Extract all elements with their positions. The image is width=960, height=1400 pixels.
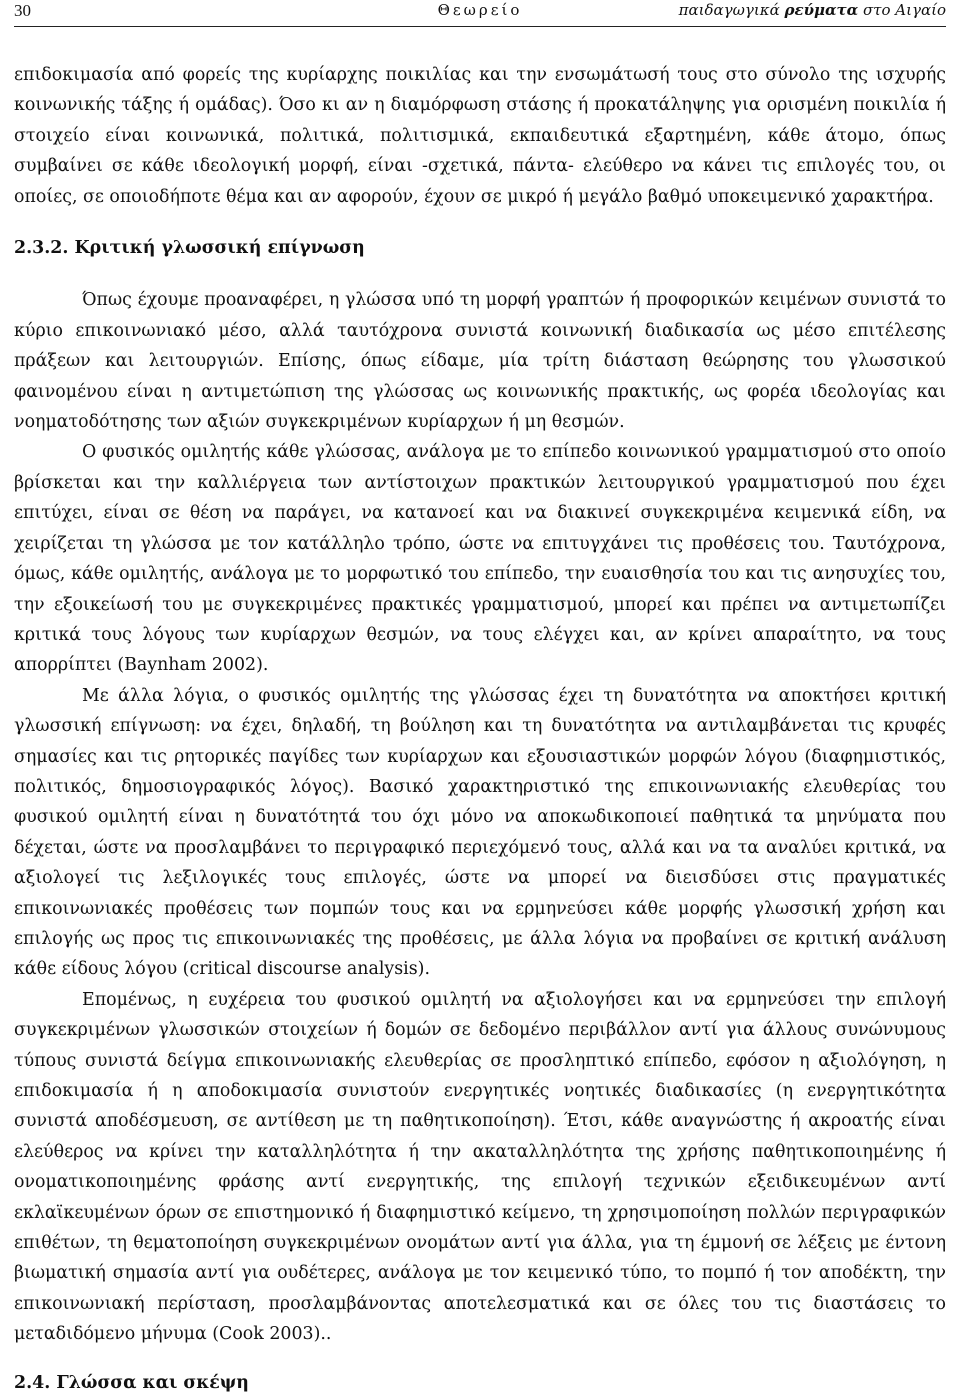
journal-title: [679, 1, 946, 19]
running-header: [14, 0, 946, 27]
paragraph-1: Όπως έχουμε προαναφέρει, η γλώσσα υπό τη μορφή γραπτών ή προφορικών κειμένων συνιστά το κύριο επικοινωνιακό μέσο, αλλά ταυτόχρονα συνιστά κοινωνική διαδικασία ως μέσο επιτέλεσης πράξεων και λειτουργιών. Επίσης, όπως είδαμε, μία τρίτη διάσταση θεώρησης του γλωσσικού φαινομένου είναι η αντιμετώπιση της γλώσσας ως κοινωνικής πρακτικής, ως φορέα ιδεολογίας και νοηματοδότησης των αξιών συγκεκριμένων κυρίαρχων ή μη θεσμών.: [14, 290, 946, 433]
section-title: Θεωρείο: [437, 1, 523, 19]
journal-emphasis: ρεύματα: [784, 1, 859, 19]
paragraph-intro: επιδοκιμασία από φορείς της κυρίαρχης ποικιλίας και την ενσωμάτωσή τους στο σύνολο της ισχυρής κοινωνικής τάξης ή ομάδας). Όσο κι αν η διαμόρφωση στάσης ή προκατάληψης για ορισμένη ποικιλία ή στοιχείο είναι κοινωνικά, πολιτικά, πολιτισμικά, εκπαιδευτικά εξαρτημένη, κάθε άτομο, όπως συμβαίνει σε κάθε ιδεολογική μορφή, είναι -σχετικά, πάντα- ελεύθερο να κάνει τις επιλογές του, οι οποίες, σε οποιοδήποτε θέμα και αν αφορούν, έχουν σε μικρό ή μεγάλο βαθμό υποκειμενικό χαρακτήρα.: [14, 65, 946, 207]
journal-prefix: παιδαγωγικά: [678, 1, 780, 19]
journal-suffix: στο Αιγαίο: [862, 1, 946, 19]
section-heading-2-4: 2.4. Γλώσσα και σκέψη: [14, 1372, 249, 1393]
paragraph-4: Επομένως, η ευχέρεια του φυσικού ομιλητή να αξιολογήσει και να ερμηνεύσει την επιλογή συγκεκριμένων γλωσσικών στοιχείων ή δομών σε δεδομένο περιβάλλον αντί για άλλους συνώνυμους τύπους συνιστά δείγμα επικοινωνιακής ελευθερίας σε προσληπτικό επίπεδο, εφόσον η αξιολόγηση, η επιδοκιμασία ή η αποδοκιμασία συνιστούν ενεργητικές νοητικές διαδικασίες (η ενεργητικότητα συνιστά αποδέσμευση, σε αντίθεση με τη παθητικοποίηση). Έτσι, κάθε αναγνώστης ή ακροατής είναι ελεύθερος να κρίνει την καταλληλότητα ή την ακαταλληλότητα της χρήσης παθητικοποιημένης ή ονοματικοποιημένης φράσης αντί ενεργητικής, της επιλογή τεχνικών εξειδικευμένων αντί εκλαϊκευμένων όρων σε επιστημονικό ή διαφημιστικό κείμενο, τη χρησιμοποίηση πολλών περιγραφικών επιθέτων, τη θεματοποίηση συγκεκριμένων ονομάτων αντί για άλλα, για τη έμμονή σε λέξεις με έντονη βιωματική σημασία αντί για ουδέτερες, ανάλογα με τον κειμενικό τύπο, το πομπό ή τον αποδέκτη, την επικοινωνιακή περίσταση, προσλαμβάνοντας αποτελεσματικά και σε όλες του τις διαστάσεις το μεταδιδόμενο μήνυμα (Cook 2003)..: [14, 989, 946, 1345]
paragraph-2: Ο φυσικός ομιλητής κάθε γλώσσας, ανάλογα με το επίπεδο κοινωνικού γραμματισμού στο οποίο βρίσκεται και την καλλιέργεια των αντίστοιχων πρακτικών λειτουργικού γραμματισμού που έχει επιτύχει, είναι σε θέση να παράγει, να κατανοεί και να διακινεί συγκεκριμένα κειμενικά είδη, να χειρίζεται τη γλώσσα με τον κατάλληλο τρόπο, ώστε να επιτυγχάνει τις προθέσεις του. Ταυτόχρονα, όμως, κάθε ομιλητής, ανάλογα με το μορφωτικό του επίπεδο, την ευαισθησία του και τις ανησυχίες του, την εξοικείωσή του με συγκεκριμένες πρακτικές γραμματισμού, μπορεί και πρέπει να αντιμετωπίζει κριτικά τους λόγους των κυρίαρχων θεσμών, να τους ελέγχει και, αν κρίνει απαραίτητο, να τους απορρίπτει (Baynham 2002).: [14, 442, 946, 676]
paragraph-3: Με άλλα λόγια, ο φυσικός ομιλητής της γλώσσας έχει τη δυνατότητα να αποκτήσει κριτική γλωσσική επίγνωση: να έχει, δηλαδή, τη βούληση και τη δυνατότητα να αντιλαμβάνεται τις κρυφές σημασίες και τις ρητορικές παγίδες των κυρίαρχων και εξουσιαστικών μορφών λόγου (διαφημιστικός, πολιτικός, δημοσιογραφικός λόγος). Βασικό χαρακτηριστικό της επικοινωνιακής ελευθερίας του φυσικού ομιλητή είναι η δυνατότητά του όχι μόνο να αποκωδικοποιεί παθητικά τα μηνύματα που δέχεται, ώστε να προσλαμβάνει το περιγραφικό περιεχόμενό τους, αλλά και να τα αναλύει κριτικά, να αξιολογεί τις λεξιλογικές τους επιλογές, ώστε να μπορεί να διεισδύσει στις πραγματικές επικοινωνιακές προθέσεις των πομπών τους και να ερμηνεύσει κάθε μορφής γλωσσική χρήση και επιλογής ως προς τις επικοινωνιακές της προθέσεις, με άλλα λόγια να προβαίνει σε κριτική ανάλυση κάθε είδους λόγου (critical discourse analysis).: [14, 685, 946, 980]
body-text: [14, 60, 946, 1398]
section-heading-2-3-2: 2.3.2. Κριτική γλωσσική επίγνωση: [14, 238, 365, 259]
page-number: 30: [14, 1, 31, 20]
